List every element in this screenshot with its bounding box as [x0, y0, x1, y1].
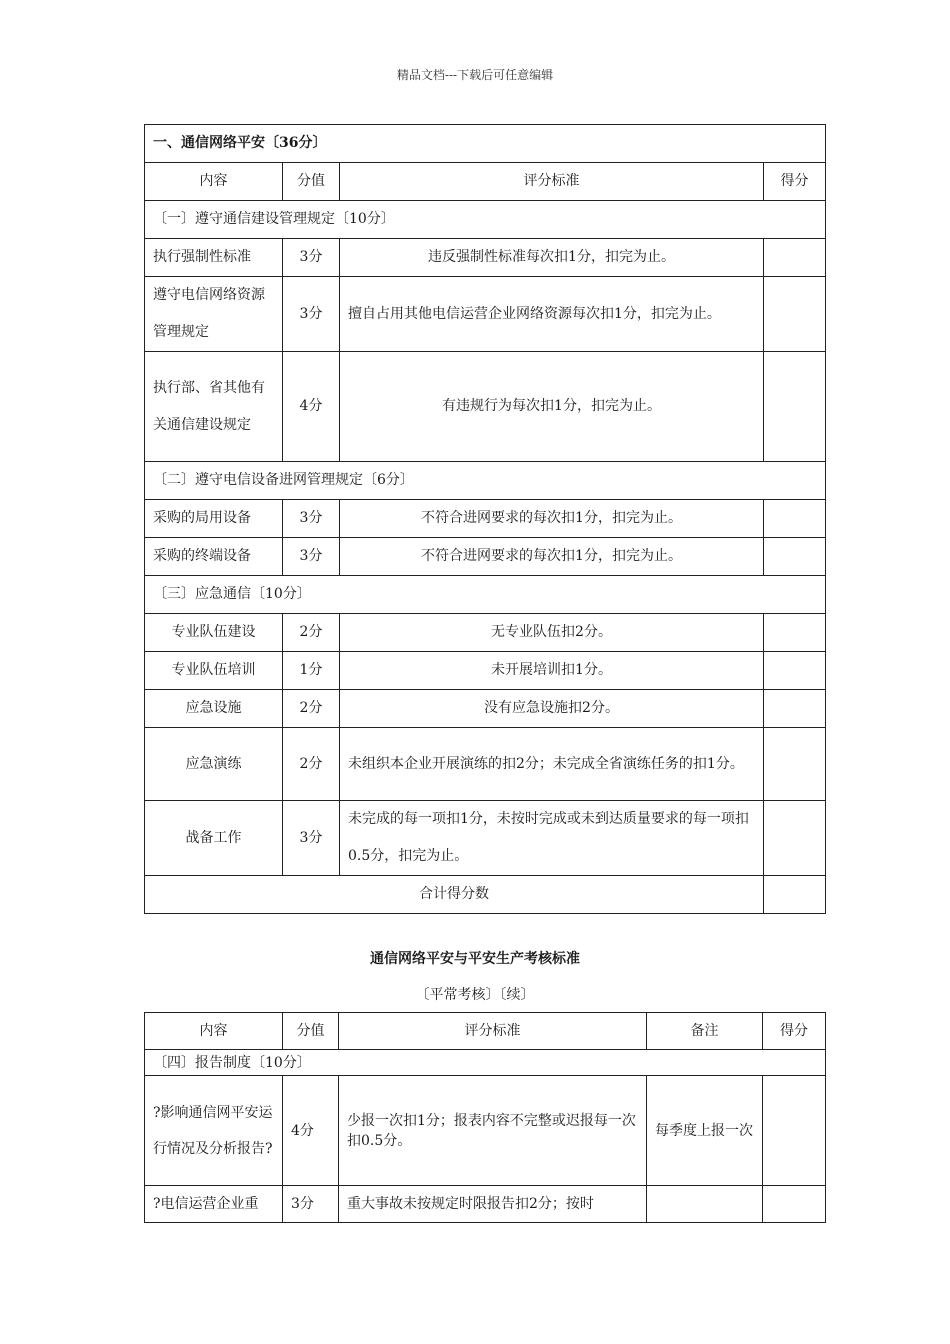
section-label: 〔四〕报告制度〔10分〕	[145, 1050, 826, 1076]
row-score: 3分	[283, 277, 340, 352]
table-row	[145, 500, 826, 538]
row-criteria: 无专业队伍扣2分。	[340, 614, 764, 652]
table-row	[145, 728, 826, 801]
section-title: 通信网络平安与平安生产考核标准	[370, 951, 580, 967]
row-criteria: 有违规行为每次扣1分，扣完为止。	[340, 352, 764, 462]
row-content: 执行部、省其他有关通信建设规定	[145, 352, 283, 462]
section-subtitle: 〔平常考核〕〔续〕	[415, 987, 535, 1003]
scoring-table-1	[144, 124, 826, 914]
row-result	[764, 538, 826, 576]
row-score: 3分	[283, 239, 340, 277]
row-criteria: 不符合进网要求的每次扣1分，扣完为止。	[340, 500, 764, 538]
row-score: 4分	[283, 1076, 339, 1186]
row-score: 1分	[283, 652, 340, 690]
col-header-result: 得分	[763, 1013, 826, 1050]
row-score: 2分	[283, 728, 340, 801]
col-header-result: 得分	[764, 163, 826, 201]
row-result	[764, 652, 826, 690]
row-content: 遵守电信网络资源管理规定	[145, 277, 283, 352]
row-result	[763, 1076, 826, 1186]
page-header: 精品文档---下载后可任意编辑	[396, 68, 554, 82]
section-label: 〔三〕应急通信〔10分〕	[145, 576, 826, 614]
col-header-criteria: 评分标准	[339, 1013, 647, 1050]
row-note	[647, 1186, 763, 1223]
table-row	[145, 1186, 826, 1223]
row-criteria: 少报一次扣1分；报表内容不完整或迟报每一次扣0.5分。	[339, 1076, 647, 1186]
row-score: 3分	[283, 500, 340, 538]
total-score	[764, 876, 826, 914]
row-content: 应急设施	[145, 690, 283, 728]
col-header-criteria: 评分标准	[340, 163, 764, 201]
row-score: 4分	[283, 352, 340, 462]
col-header-score: 分值	[283, 1013, 339, 1050]
table-row	[145, 1076, 826, 1186]
row-result	[764, 801, 826, 876]
row-criteria: 不符合进网要求的每次扣1分，扣完为止。	[340, 538, 764, 576]
row-content: ?电信运营企业重	[145, 1186, 283, 1223]
table-row	[145, 801, 826, 876]
table-row	[145, 352, 826, 462]
row-content: 采购的终端设备	[145, 538, 283, 576]
col-header-score: 分值	[283, 163, 340, 201]
row-score: 2分	[283, 614, 340, 652]
row-criteria: 未开展培训扣1分。	[340, 652, 764, 690]
row-result	[764, 728, 826, 801]
table-row	[145, 690, 826, 728]
table-row	[145, 239, 826, 277]
row-score: 3分	[283, 1186, 339, 1223]
row-score: 2分	[283, 690, 340, 728]
section-label: 〔二〕遵守电信设备进网管理规定〔6分〕	[145, 462, 826, 500]
row-result	[764, 352, 826, 462]
row-content: 战备工作	[145, 801, 283, 876]
row-result	[764, 614, 826, 652]
row-result	[764, 277, 826, 352]
col-header-content: 内容	[145, 1013, 283, 1050]
row-content: 执行强制性标准	[145, 239, 283, 277]
row-criteria: 违反强制性标准每次扣1分，扣完为止。	[340, 239, 764, 277]
row-criteria: 擅自占用其他电信运营企业网络资源每次扣1分，扣完为止。	[340, 277, 764, 352]
row-note: 每季度上报一次	[647, 1076, 763, 1186]
table-row	[145, 614, 826, 652]
row-result	[764, 500, 826, 538]
col-header-content: 内容	[145, 163, 283, 201]
row-content: 专业队伍培训	[145, 652, 283, 690]
table1-title: 一、通信网络平安〔36分〕	[145, 125, 826, 163]
table-row	[145, 277, 826, 352]
row-criteria: 未完成的每一项扣1分，未按时完成或未到达质量要求的每一项扣0.5分，扣完为止。	[340, 801, 764, 876]
table-row	[145, 652, 826, 690]
row-score: 3分	[283, 801, 340, 876]
row-criteria: 未组织本企业开展演练的扣2分；未完成全省演练任务的扣1分。	[340, 728, 764, 801]
col-header-note: 备注	[647, 1013, 763, 1050]
row-score: 3分	[283, 538, 340, 576]
row-content: ?影响通信网平安运行情况及分析报告?	[145, 1076, 283, 1186]
row-result	[764, 690, 826, 728]
total-label: 合计得分数	[145, 876, 764, 914]
row-criteria: 没有应急设施扣2分。	[340, 690, 764, 728]
row-content: 专业队伍建设	[145, 614, 283, 652]
row-result	[764, 239, 826, 277]
scoring-table-2	[144, 1012, 826, 1223]
section-label: 〔一〕遵守通信建设管理规定〔10分〕	[145, 201, 826, 239]
row-result	[763, 1186, 826, 1223]
row-content: 应急演练	[145, 728, 283, 801]
row-criteria: 重大事故未按规定时限报告扣2分；按时	[339, 1186, 647, 1223]
row-content: 采购的局用设备	[145, 500, 283, 538]
table-row	[145, 538, 826, 576]
